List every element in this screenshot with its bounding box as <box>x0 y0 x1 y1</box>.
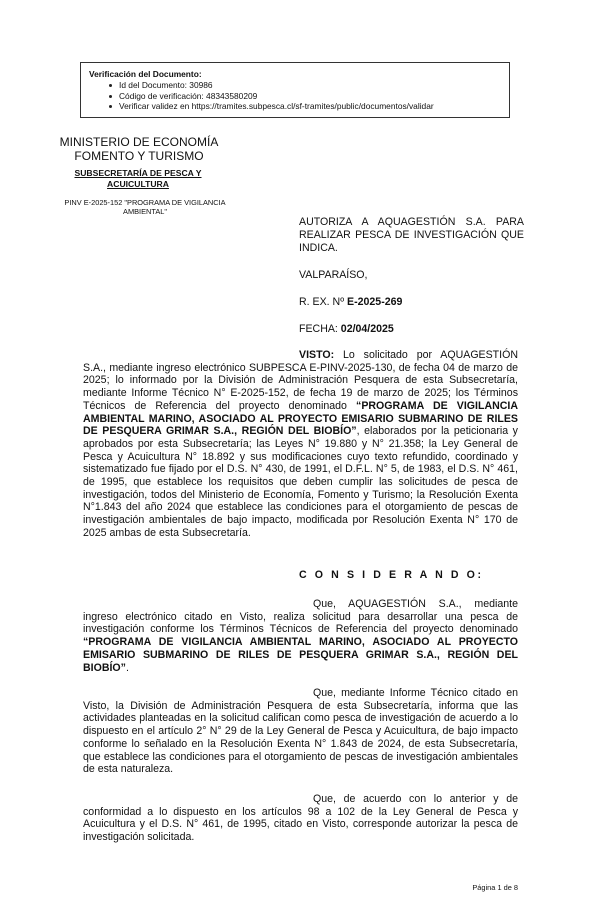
fecha-label: FECHA: <box>299 323 341 335</box>
visto-project-name: “PROGRAMA DE VIGILANCIA AMBIENTAL MARINO, ASOCIADO AL PROYECTO EMISARIO SUBMARINO DE RILES DE PESQUERA GRIMAR S.A., REGIÓN DEL BIOBÍO” <box>83 399 518 438</box>
verification-list <box>89 80 509 112</box>
rex-value: E-2025-269 <box>347 296 403 308</box>
resolution-place: VALPARAÍSO, <box>299 269 368 281</box>
p2-text: Que, mediante Informe Técnico citado en Visto, la División de Administración Pesquera de esta Subsecretaría, informa que las actividades planteadas en la solicitud califican como pesca de investigación de acuerdo a lo dispuesto en el artículo 2° N° 29 de la Ley General de Pesca y Acuicultura, de bajo impacto conforme lo señalado en la Resolución Exenta N° 1.843 de 2024, de esta Subsecretaría, que establece las condiciones para el otorgamiento de pescas de investigación ambientales de esta naturaleza. <box>83 687 518 776</box>
ministry-line-2: FOMENTO Y TURISMO <box>74 149 204 163</box>
pinv-reference: PINV E-2025-152 "PROGRAMA DE VIGILANCIA AMBIENTAL" <box>64 198 226 216</box>
visto-label: VISTO: <box>299 349 335 361</box>
verification-item-url[interactable]: Verificar validez en https://tramites.subpesca.cl/sf-tramites/public/documentos/validar <box>89 101 509 112</box>
rex-label: R. EX. Nº <box>299 296 348 308</box>
subsecretaria-heading: SUBSECRETARÍA DE PESCA Y ACUICULTURA <box>74 168 202 189</box>
considerando-paragraph-1 <box>83 598 518 674</box>
resolution-subject: AUTORIZA A AQUAGESTIÓN S.A. PARA REALIZAR PESCA DE INVESTIGACIÓN QUE INDICA. <box>299 216 524 254</box>
visto-text-1: Lo solicitado por AQUAGESTIÓN S.A., mediante ingreso electrónico SUBPESCA E-PINV-2025-130, de fecha 04 de marzo de 2025; lo informado por la División de Administración Pesquera de esta Subsecretaría, mediante Informe Técnico N° E-2025-152, de fecha 19 de marzo de 2025; los Términos Técnicos de Referencia del proyecto denominado <box>83 349 518 412</box>
considerando-heading: C O N S I D E R A N D O: <box>299 569 484 581</box>
verification-box <box>80 62 510 118</box>
ministry-line-1: MINISTERIO DE ECONOMÍA <box>59 135 219 149</box>
p1-text: Que, AQUAGESTIÓN S.A., mediante ingreso electrónico citado en Visto, realiza solicitud para desarrollar una pesca de investigación conforme los Términos Técnicos de Referencia del proyecto denominado <box>83 598 518 636</box>
verification-item-code: Código de verificación: 48343580209 <box>89 91 509 102</box>
resolution-date <box>299 323 524 336</box>
fecha-value: 02/04/2025 <box>340 323 394 335</box>
ministry-heading <box>44 135 234 163</box>
page-number: Página 1 de 8 <box>472 883 518 892</box>
visto-text-2: , elaborados por la peticionaria y aprobados por esta Subsecretaría; las Leyes N° 19.880 y N° 21.358; la Ley General de Pesca y Acuicultura N° 18.892 y sus modificaciones cuyo texto refundido, coordinado y sistematizado fue fijado por el D.S. N° 430, de 1991, el D.F.L. N° 5, de 1983, el D.S. N° 461, de 1995, que establece los requisitos que deben cumplir las solicitudes de pesca de investigación, todos del Ministerio de Economía, Fomento y Turismo; la Resolución Exenta N°1.843 del año 2024 que establece las condiciones para el otorgamiento de pescas de investigación ambientales de bajo impacto, modificada por Resolución Exenta N° 170 de 2025 ambas de esta Subsecretaría. <box>83 425 518 539</box>
visto-paragraph <box>83 349 518 540</box>
considerando-paragraph-3 <box>83 793 518 844</box>
p1-project-name: “PROGRAMA DE VIGILANCIA AMBIENTAL MARINO, ASOCIADO AL PROYECTO EMISARIO SUBMARINO DE RILES DE PESQUERA GRIMAR S.A., REGIÓN DEL BIOBÍO” <box>83 636 518 674</box>
verification-item-id: Id del Documento: 30986 <box>89 80 509 91</box>
considerando-paragraph-2 <box>83 687 518 776</box>
p1-end: . <box>125 661 129 674</box>
p3-text: Que, de acuerdo con lo anterior y de conformidad a lo dispuesto en los artículos 98 a 102 de la Ley General de Pesca y Acuicultura y el D.S. N° 461, de 1995, citado en Visto, corresponde autorizar la pesca de investigación solicitada. <box>83 793 518 844</box>
verification-title: Verificación del Documento: <box>89 69 202 79</box>
resolution-number <box>299 296 524 309</box>
